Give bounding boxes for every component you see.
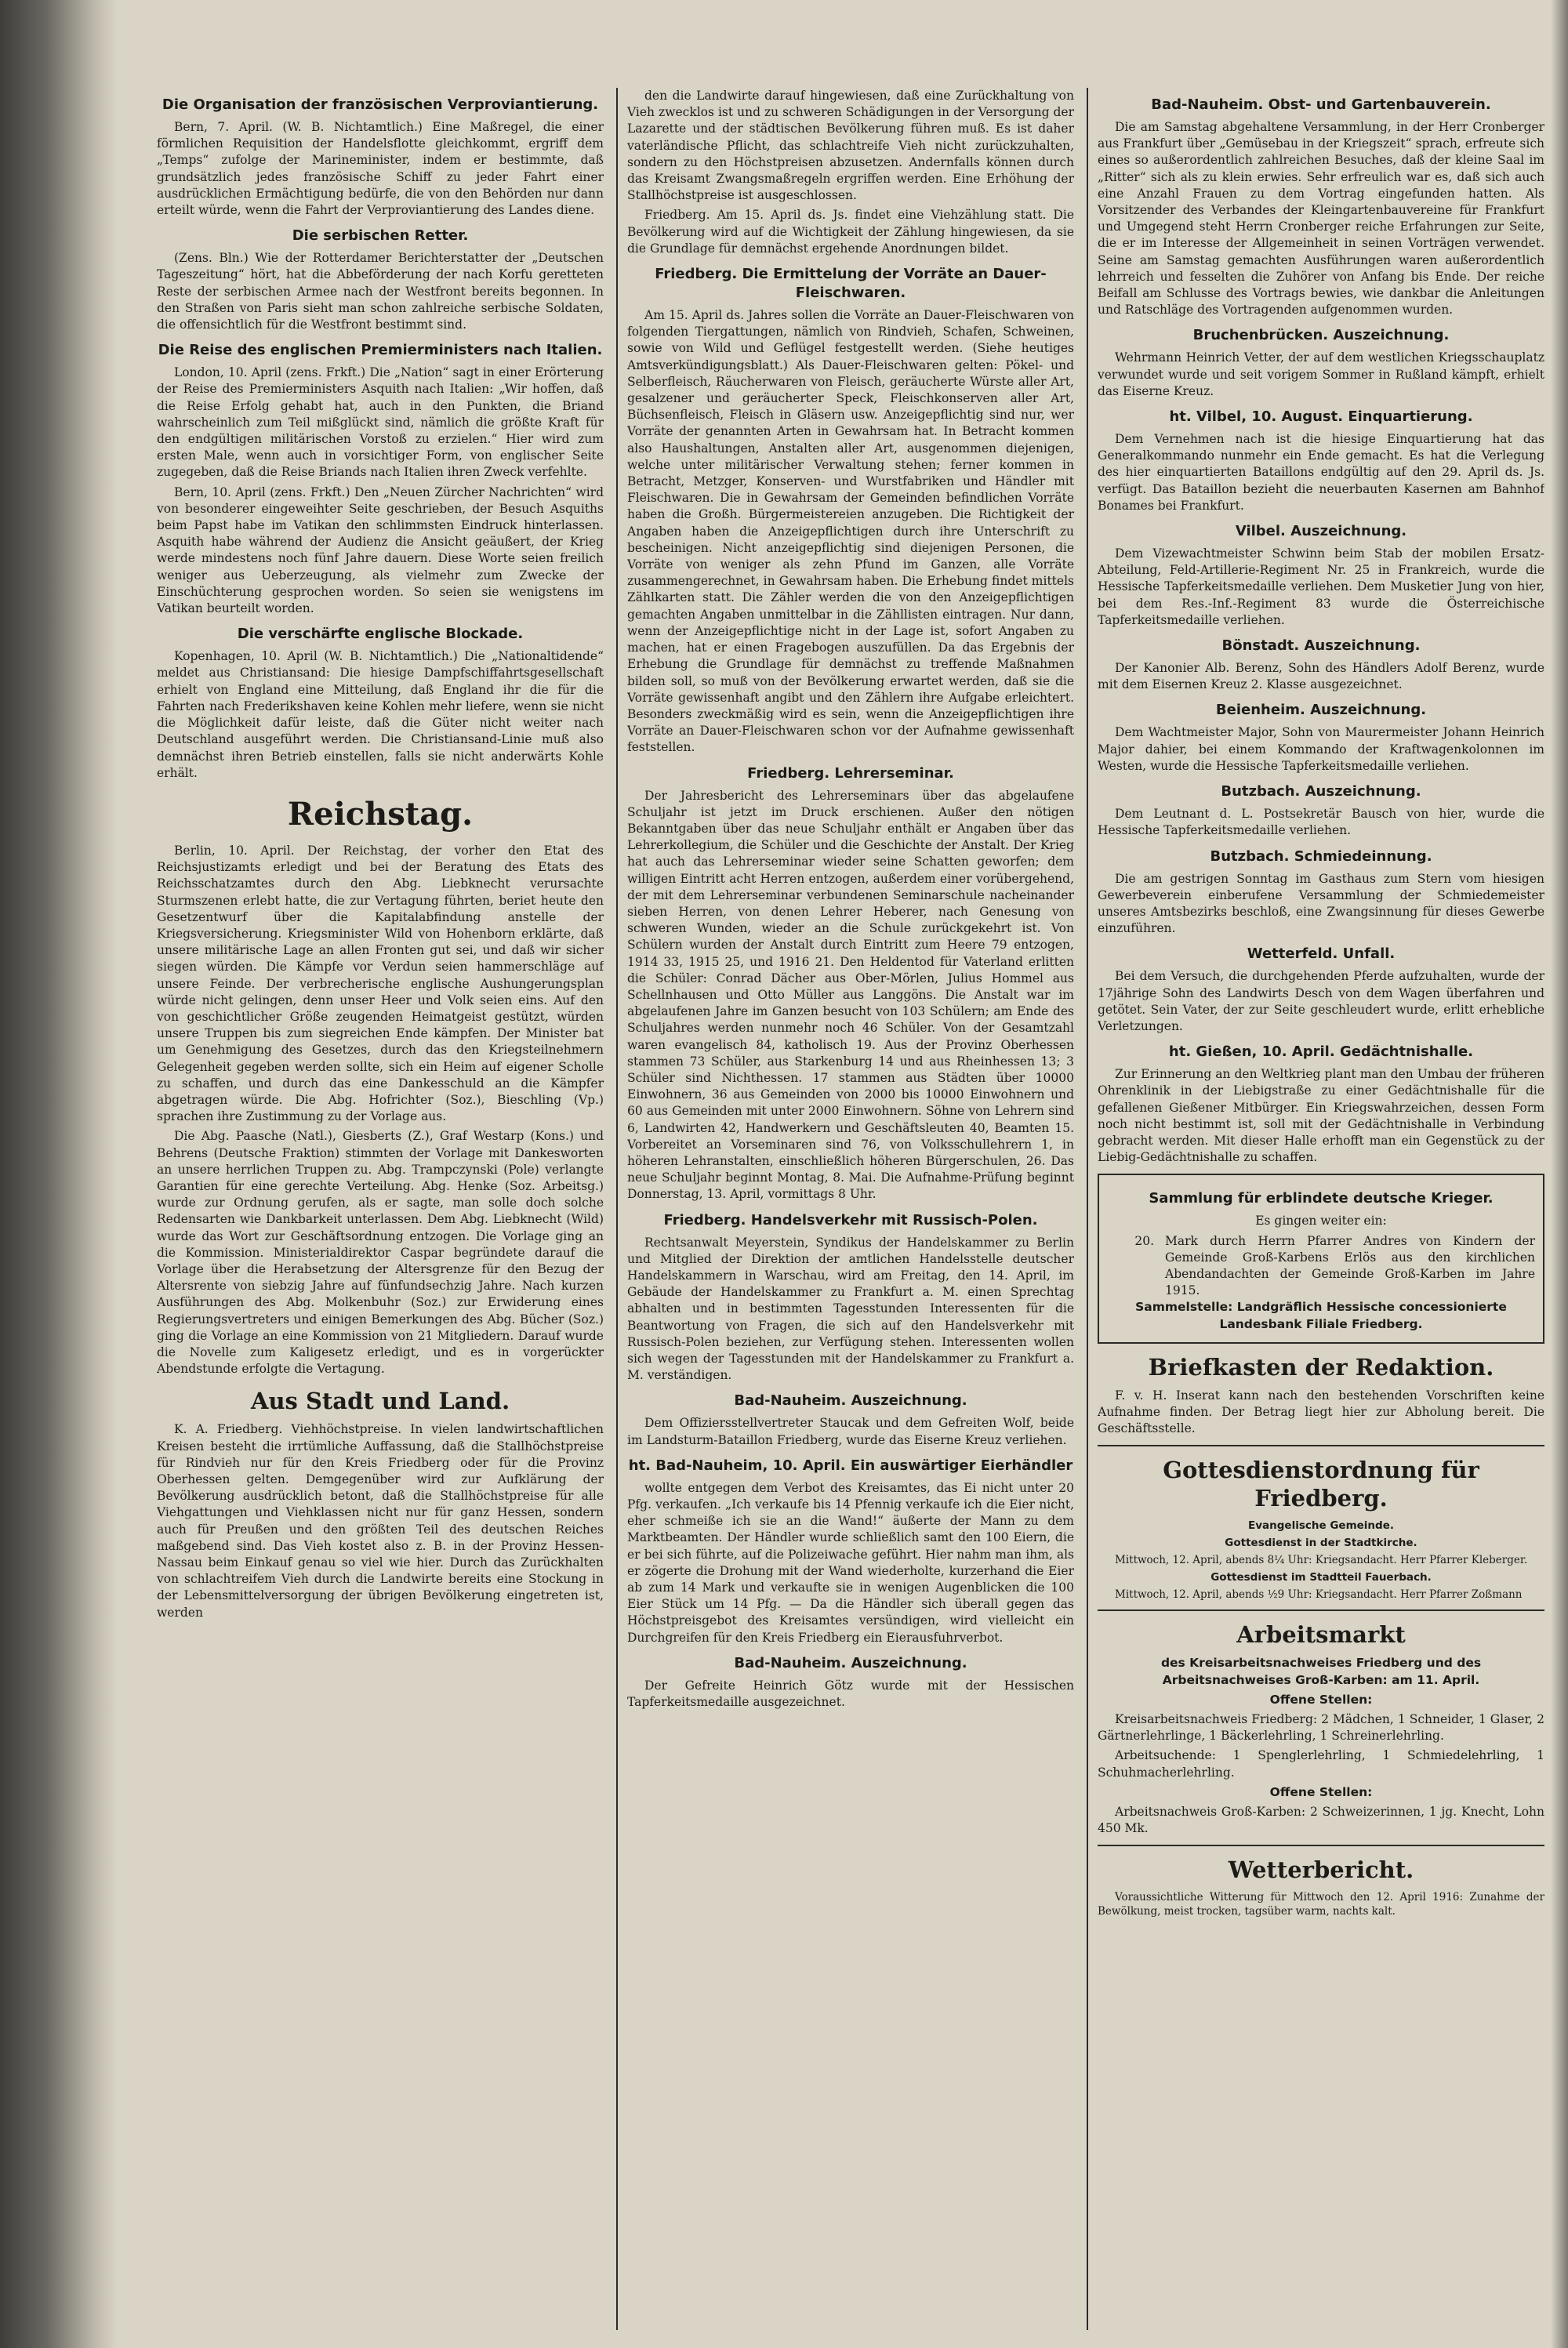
article-text: K. A. Friedberg. Viehhöchstpreise. In vielen landwirtschaftlichen Kreisen besteht die irrtümliche Auffassung, daß die Stallhöchstpreise für Rindvieh nur für den Kreis Friedberg oder für die Provinz Oberhessen gelten. Demgegenüber wird zur Aufklärung der Bevölkerung ausdrücklich betont, daß die Stallhöchstpreise für alle Viehgattungen und Viehklassen nicht nur für ganz Hessen, sondern auch für Preußen und den größten Teil des deutschen Reiches maßgebend sind. Das Vieh kostet also z. B. in der Provinz Hessen-Nassau beim Einkauf genau so viel wie hier. Durch das Zurückhalten von schlachtreifem Vieh durch die Landwirte bereits eine Stockung in der Lebensmittelversorgung der übrigen Bevölkerung eingetreten ist, werden — [157, 1422, 604, 1620]
job-openings-heading: Offene Stellen: — [1269, 1784, 1373, 1799]
column-right — [1098, 88, 1544, 2330]
article-heading: Bönstadt. Auszeichnung. — [1221, 637, 1421, 655]
article-heading: Beienheim. Auszeichnung. — [1215, 702, 1427, 719]
article-text: Friedberg. Am 15. April ds. Js. findet eine Viehzählung statt. Die Bevölkerung wird auf die Wichtigkeit der Zählung hingewiesen, da sie die Grundlage für demnächst ergehende Anordnungen bildet. — [627, 208, 1074, 256]
column-left — [157, 88, 604, 2330]
article-text: Am 15. April ds. Jahres sollen die Vorräte an Dauer-Fleischwaren von folgenden Tiergattungen, nämlich von Rindvieh, Schafen, Schweinen, sowie von Wild und Geflügel festgestellt werden. (Siehe heutiges Amtsverkündigungsblatt.) Als Dauer-Fleischwaren gelten: Pökel- und Selberfleisch, Räucherwaren von Fleisch, geräucherte Würste aller Art, gesalzener und geräucherter Speck, Fleischkonserven aller Art, Büchsenfleisch, Fleisch in Gläsern usw. Anzeigepflichtig sind nur, wer Vorräte der genannten Arten in Gewahrsam hat. In Betracht kommen also Haushaltungen, Anstalten aller Art, ausgenommen diejenigen, welche unter militärischer Verwaltung stehen; ferner kommen in Betracht, Metzger, Konserven- und Wurstfabriken und Händler mit Fleischwaren. Die in Gewahrsam der Gemeinden befindlichen Vorräte haben die Großh. Bürgermeistereien anzugeben. Die Richtigkeit der Angaben haben die Anzeigepflichtigen durch ihre Unterschrift zu bescheinigen. Nicht anzeigepflichtig sind diejenigen Personen, die Vorräte von weniger als zehn Pfund im Ganzen, alle Vorräte zusammengerechnet, in Gewahrsam haben. Die Erhebung findet mittels Zählkarten statt. Die Zähler werden die von den Anzeigepflichtigen gemachten Angaben unmittelbar in die Zähllisten eintragen. Nur dann, wenn der Anzeigepflichtige nicht in der Lage ist, sofort Angaben zu machen, hat er einen Fragebogen auszufüllen. Da das Ergebnis der Erhebung die Grundlage für demnächst zu treffende Maßnahmen bilden soll, so muß von der Bevölkerung erwartet werden, daß sie die Vorräte gewissenhaft angibt und den Zählern ihre Aufgabe erleichtert. Besonders zweckmäßig wird es sein, wenn die Anzeigepflichtigen ihre Vorräte an Dauer-Fleischwaren schon vor der Aufnahme gewissenhaft feststellen. — [627, 308, 1074, 755]
article-heading: Die Organisation der französischen Verproviantierung. — [162, 96, 599, 113]
article-heading: ht. Gießen, 10. April. Gedächtnishalle. — [1168, 1043, 1474, 1061]
article-heading: Friedberg. Lehrerseminar. — [747, 764, 954, 782]
article-heading: Die serbischen Retter. — [292, 227, 469, 245]
job-market-subtitle: des Kreisarbeitsnachweises Friedberg und des Arbeitsnachweises Groß-Karben: am 11. April. — [1160, 1656, 1482, 1687]
article-text: Rechtsanwalt Meyerstein, Syndikus der Handelskammer zu Berlin und Mitglied der Direktion der amtlichen Handelsstelle deutscher Handelskammern in Warschau, wird am Freitag, den 14. April, im Gebäude der Handelskammer zu Frankfurt a. M. einen Sprechtag abhalten und in bestimmten Tagesstunden Interessenten für die Beantwortung von Fragen, die sich auf den Handelsverkehr mit Russisch-Polen beziehen, zur Verfügung stehen. Interessenten wollen sich wegen der Tagesstunden mit der Handelskammer zu Frankfurt a. M. verständigen. — [627, 1235, 1074, 1383]
article-text: London, 10. April (zens. Frkft.) Die „Nation“ sagt in einer Erörterung der Reise des Premierministers Asquith nach Italien: „Wir hoffen, daß die Reise Erfolg gehabt hat, auch in den Punkten, die Briand wahrscheinlich zum Teil mißglückt sind, nämlich die größte Kraft für den endgültigen militärischen Vorstoß zu erzielen.“ Hier wird zum ersten Male, wenn auch in vorsichtiger Form, von englischer Seite zugegeben, daß die Reise Briands nach Italien ihren Zweck verfehlte. — [157, 365, 604, 480]
section-title-reichstag: Reichstag. — [287, 795, 474, 833]
job-entry: Kreisarbeitsnachweis Friedberg: 2 Mädchen, 1 Schneider, 1 Glaser, 2 Gärtnerlehrlinge, 1 Bäckerlehrling, 1 Schreinerlehrling. — [1098, 1711, 1544, 1744]
divider — [1098, 1845, 1544, 1846]
article-text: Bei dem Versuch, die durchgehenden Pferde aufzuhalten, wurde der 17jährige Sohn des Landwirts Desch von dem Wagen überfahren und getötet. Sein Vater, der zur Seite geschleudert wurde, erlitt erhebliche Verletzungen. — [1098, 969, 1544, 1033]
article-heading: Vilbel. Auszeichnung. — [1235, 523, 1407, 540]
service-entry: Mittwoch, 12. April, abends 8¼ Uhr: Kriegsandacht. Herr Pfarrer Kleberger. — [1115, 1554, 1528, 1567]
article-heading: Friedberg. Handelsverkehr mit Russisch-Polen. — [663, 1211, 1038, 1228]
article-text: (Zens. Bln.) Wie der Rotterdamer Berichterstatter der „Deutschen Tageszeitung“ hört, hat die Abbeförderung der nach Korfu geretteten Reste der serbischen Armee nach der Westfront bereits begonnen. In den Straßen von Paris sieht man schon zahlreiche serbische Soldaten, die offensichtlich für die Westfront bestimmt sind. — [157, 251, 604, 332]
service-subheading: Evangelische Gemeinde. — [1248, 1519, 1394, 1533]
service-subheading: Gottesdienst in der Stadtkirche. — [1225, 1537, 1417, 1550]
article-text: Die Abg. Paasche (Natl.), Giesberts (Z.), Graf Westarp (Kons.) und Behrens (Deutsche Fraktion) stimmten der Vorlage mit Dankesworten an unsere herrlichen Truppen zu. Abg. Trampczynski (Pole) verlangte Garantien für eine gerechte Verteilung. Abg. Henke (Soz. Arbeitsg.) wurde zur Ordnung gerufen, als er sagte, man solle doch solche Redensarten wie Dankbarkeit unterlassen. Dem Abg. Liebknecht (Wild) wurde das Wort zur Geschäftsordnung entzogen. Die Vorlage ging an die Kommission. Ministerialdirektor Caspar begründete darauf die Vorlage über die Herabsetzung der Altersgrenze für den Bezug der Altersrente von siebzig Jahre auf fünfundsechzig Jahre. Nach kurzen Ausführungen des Abg. Molkenbuhr (Soz.) zur Erwiderung eines Regierungsvertreters und einigen Bemerkungen des Abg. Bücher (Soz.) ging die Vorlage an eine Kommission von 21 Mitgliedern. Darauf wurde die Novelle zum Kaligesetz erledigt, und es in vorgerückter Abendstunde erfolgte die Vertagung. — [157, 1129, 604, 1377]
donation-box — [1098, 1174, 1544, 1343]
service-entry: Mittwoch, 12. April, abends ½9 Uhr: Kriegsandacht. Herr Pfarrer Zoßmann — [1115, 1588, 1523, 1602]
article-heading: Die Reise des englischen Premierministers nach Italien. — [158, 342, 603, 359]
donation-entry — [1107, 1233, 1535, 1300]
article-text: Berlin, 10. April. Der Reichstag, der vorher den Etat des Reichsjustizamts erledigt und bei der Beratung des Etats des Reichsschatzamtes durch den Abg. Liebknecht verursachte Sturmszenen erlebt hatte, die zur Vertagung führten, beriet heute den Gesetzentwurf über die Kapitalabfindung anstelle der Kriegsversicherung. Kriegsminister Wild von Hohenborn erklärte, daß unsere militärische Lage an allen Fronten gut sei, und daß wir sicher siegen würden. Die Kämpfe vor Verdun seien hammerschläge auf unsere Feinde. Der verbrecherische englische Aushungerungsplan würde nicht gelingen, denn unser Heer und Volk seien eins. Auf den von geschichtlicher Größe zeugenden Heimatgeist gestützt, würden unsere Truppen bis zum siegreichen Ende kämpfen. Der Minister bat um Genehmigung des Gesetzes, durch das den Kriegsteilnehmern Gelegenheit gegeben werden sollte, sich ein Heim auf eigener Scholle zu schaffen, und durch das eine Dankesschuld an die Kämpfer abgetragen würde. Die Abg. Hofrichter (Soz.), Bieschling (Vp.) sprachen ihre Zustimmung zu der Vorlage aus. — [157, 843, 604, 1124]
article-heading: Die verschärfte englische Blockade. — [237, 626, 524, 643]
article-heading: Bruchenbrücken. Auszeichnung. — [1192, 327, 1450, 344]
column-middle — [627, 88, 1074, 2330]
column-rule — [616, 88, 618, 2330]
article-text: Der Kanonier Alb. Berenz, Sohn des Händlers Adolf Berenz, wurde mit dem Eisernen Kreuz 2. Klasse ausgezeichnet. — [1098, 661, 1544, 692]
article-heading: ht. Vilbel, 10. August. Einquartierung. — [1169, 408, 1473, 426]
article-text: Bern, 10. April (zens. Frkft.) Den „Neuen Zürcher Nachrichten“ wird von besonderer eingeweihter Seite geschrieben, der Besuch Asquiths beim Papst habe im Vatikan den schlimmsten Eindruck hinterlassen. Asquith habe während der Audienz die Ansicht geäußert, der Krieg werde mindestens noch fünf Jahre dauern. Diese Worte seien freilich weniger aus Ueberzeugung, als vielmehr zum Zwecke der Einschüchterung gesprochen worden. So seien sie wenigstens im Vatikan beurteilt worden. — [157, 484, 604, 616]
donation-intro: Es gingen weiter ein: — [1255, 1214, 1387, 1228]
job-market-title: Arbeitsmarkt — [1236, 1621, 1406, 1649]
article-heading: Bad-Nauheim. Obst- und Gartenbauverein. — [1151, 96, 1491, 113]
donation-title: Sammlung für erblindete deutsche Krieger. — [1149, 1190, 1494, 1207]
donation-collection-point: Sammelstelle: Landgräflich Hessische concessionierte Landesbank Filiale Friedberg. — [1135, 1300, 1507, 1331]
weather-title: Wetterbericht. — [1228, 1856, 1414, 1884]
article-text: Dem Offiziersstellvertreter Staucak und dem Gefreiten Wolf, beide im Landsturm-Bataillon Friedberg, wurde das Eiserne Kreuz verliehen. — [627, 1416, 1074, 1447]
page-edge-shadow — [1551, 0, 1568, 2348]
article-text: Dem Leutnant d. L. Postsekretär Bausch von hier, wurde die Hessische Tapferkeitsmedaille verliehen. — [1098, 807, 1544, 838]
service-subheading: Gottesdienst im Stadtteil Fauerbach. — [1210, 1571, 1432, 1584]
article-text: Die am Samstag abgehaltene Versammlung, in der Herr Cronberger aus Frankfurt über „Gemüsebau in der Kriegszeit“ sprach, erfreute sich eines so außerordentlich zahlreichen Besuches, daß der kleine Saal im „Ritter“ sich als zu klein erwies. Sehr erfreulich war es, daß sich auch eine Anzahl Frauen zu dem Vortrag eingefunden hatten. Als Vorsitzender des Verbandes der Kleingartenbauvereine für Frankfurt und Umgegend steht Herrn Cronberger reiche Erfahrungen zur Seite, die er im Interesse der Allgemeinheit in seinen Vorträgen verwendet. Seine am Samstag gemachten Ausführungen waren außerordentlich lehrreich und fesselten die Zuhörer von Anfang bis Ende. Der reiche Beifall am Schlusse des Vortrags bewies, wie dankbar die Anleitungen und Ratschläge des Vortragenden aufgenommen wurden. — [1098, 120, 1544, 318]
page-fold-shadow — [0, 0, 118, 2348]
divider — [1098, 1609, 1544, 1611]
donation-amount: 20. — [1134, 1233, 1154, 1248]
column-rule — [1087, 88, 1088, 2330]
service-schedule-title: Gottesdienstordnung für Friedberg. — [1163, 1457, 1479, 1512]
article-text: Der Gefreite Heinrich Götz wurde mit der Hessischen Tapferkeitsmedaille ausgezeichnet. — [627, 1678, 1074, 1710]
article-heading: Bad-Nauheim. Auszeichnung. — [734, 1654, 967, 1671]
article-text: Zur Erinnerung an den Weltkrieg plant man den Umbau der früheren Ohrenklinik in der Liebigstraße zu einer Gedächtnishalle für die gefallenen Gießener Mitbürger. Ein Kriegswahrzeichen, dessen Form noch nicht bestimmt ist, soll mit der Gedächtnishalle in Verbindung gebracht werden. Mit dieser Halle erhofft man ein Gegenstück zu der Liebig-Gedächtnishalle zu schaffen. — [1098, 1067, 1544, 1165]
article-heading: Butzbach. Schmiedeinnung. — [1210, 847, 1432, 865]
article-text: Dem Vizewachtmeister Schwinn beim Stab der mobilen Ersatz-Abteilung, Feld-Artillerie-Regiment Nr. 25 in Frankreich, wurde die Hessische Tapferkeitsmedaille verliehen. Dem Musketier Jung von hier, bei dem Res.-Inf.-Regiment 83 wurde die Österreichische Tapferkeitsmedaille verliehen. — [1098, 546, 1544, 627]
article-text: Der Jahresbericht des Lehrerseminars über das abgelaufene Schuljahr ist jetzt im Druck erschienen. Außer den nötigen Bekanntgaben über das neue Schuljahr enthält er Angaben über das Lehrerkollegium, die Schüler und die Geschichte der Anstalt. Der Krieg hat auch das Lehrerseminar wieder seine Schatten geworfen; dem willigen Eintritt acht Herren entzogen, außerdem einer vorübergehend, der mit dem Lehrerseminar verbundenen Seminarschule nacheinander sieben Herren, von denen Lehrer Heberer, nach Genesung von schweren Wunden, wieder an die Schule zurückgekehrt ist. Von Schülern wurden der Anstalt durch Eintritt zum Heere 79 entzogen, 1914 33, 1915 25, und 1916 21. Den Heldentod für Vaterland erlitten die Schüler: Conrad Dächer aus Ober-Mörlen, Julius Hommel aus Schellnhausen und Otto Müller aus Langgöns. Die Anstalt war im abgelaufenen Jahre im Ganzen besucht von 103 Schülern; am Ende des Schuljahres werden nunmehr noch 46 Schüler. Von der Gesamtzahl waren evangelisch 84, katholisch 19. Aus der Provinz Oberhessen stammen 73 Schüler, aus Starkenburg 14 und aus Rheinhessen 13; 3 Schüler sind Nichthessen. 17 stammen aus Städten über 10000 Einwohnern, 36 aus Gemeinden von 2000 bis 10000 Einwohnern und 60 aus Gemeinden mit unter 2000 Einwohnern. Söhne von Lehrern sind 6, Landwirten 42, Handwerkern und Geschäftsleuten 40, Beamten 15. Vorbereitet an Vorseminaren sind 76, von Volksschullehrern 1, in höheren Lehranstalten, einschließlich höheren Bürgerschulen, 26. Das neue Schuljahr beginnt Montag, 8. Mai. Die Aufnahme-Prüfung beginnt Donnerstag, 13. April, vormittags 8 Uhr. — [627, 788, 1074, 1202]
section-title-local: Aus Stadt und Land. — [250, 1388, 510, 1415]
donation-text: Mark durch Herrn Pfarrer Andres von Kindern der Gemeinde Groß-Karbens Erlös aus den kirchlichen Abendandachten der Gemeinde Groß-Karben im Jahre 1915. — [1165, 1233, 1535, 1298]
article-text: den die Landwirte darauf hingewiesen, daß eine Zurückhaltung von Vieh zwecklos ist und zu schweren Schädigungen in der Versorgung der Lazarette und der städtischen Bevölkerung führen muß. Es ist daher vaterländische Pflicht, das schlachtreife Vieh nicht zurückzuhalten, sondern zu den Höchstpreisen abzusetzen. Andernfalls können durch das Kreisamt Zwangsmaßregeln ergriffen werden. Eine Erhöhung der Stallhöchstpreise ist ausgeschlossen. — [627, 89, 1074, 203]
article-text: Die am gestrigen Sonntag im Gasthaus zum Stern vom hiesigen Gewerbeverein einberufene Versammlung der Schmiedemeister unseres Amtsbezirks beschloß, eine Zwangsinnung für dieses Gewerbe einzuführen. — [1098, 871, 1544, 936]
article-text: Dem Vernehmen nach ist die hiesige Einquartierung hat das Generalkommando nunmehr ein Ende gemacht. Es hat die Verlegung des hier einquartierten Bataillons endgültig auf den 29. April ds. Js. verfügt. Das Bataillon bezieht die neuerbauten Kasernen am Bahnhof Bonames bei Frankfurt. — [1098, 432, 1544, 513]
article-heading: Bad-Nauheim. Auszeichnung. — [734, 1392, 967, 1410]
divider — [1098, 1445, 1544, 1446]
article-heading: ht. Bad-Nauheim, 10. April. Ein auswärtiger Eierhändler — [628, 1457, 1073, 1474]
article-heading: Butzbach. Auszeichnung. — [1221, 783, 1421, 800]
article-text: Bern, 7. April. (W. B. Nichtamtlich.) Eine Maßregel, die einer förmlichen Requisition der Handelsflotte gleichkommt, ergriff dem „Temps“ zufolge der Marineminister, indem er bestimmte, daß grundsätzlich jedes französische Schiff zu jeder Fahrt einer ausdrücklichen Ermächtigung bedürfe, die von den Behörden nur dann erteilt würde, wenn die Fahrt der Verproviantierung des Landes diene. — [157, 120, 604, 218]
job-openings-heading: Offene Stellen: — [1269, 1692, 1373, 1707]
job-entry: Arbeitsnachweis Groß-Karben: 2 Schweizerinnen, 1 jg. Knecht, Lohn 450 Mk. — [1098, 1805, 1544, 1836]
job-entry: Arbeitsuchende: 1 Spenglerlehrling, 1 Schmiedelehrling, 1 Schuhmacherlehrling. — [1098, 1748, 1544, 1780]
article-text: Kopenhagen, 10. April (W. B. Nichtamtlich.) Die „Nationaltidende“ meldet aus Christiansand: Die hiesige Dampfschiffahrtsgesellschaft erhielt von England eine Mitteilung, daß England ihr die für die Fahrten nach Frederikshaven keine Kohlen mehr liefere, wenn sie nicht die Möglichkeit dafür leiste, daß die Güter nicht weiter nach Deutschland ausgeführt werden. Die Christiansand-Linie muß also demnächst ihren Betrieb einstellen, falls sie nicht anderwärts Kohle erhält. — [157, 649, 604, 780]
letterbox-text: F. v. H. Inserat kann nach den bestehenden Vorschriften keine Aufnahme finden. Der Betrag liegt hier zur Abholung bereit. Die Geschäftsstelle. — [1098, 1388, 1544, 1436]
article-text: wollte entgegen dem Verbot des Kreisamtes, das Ei nicht unter 20 Pfg. verkaufen. „Ich verkaufe bis 14 Pfennig verkaufe ich die Eier nicht, eher schmeiße ich sie an die Wand!“ äußerte der Mann zu dem Marktbeamten. Der Händler wurde schließlich samt den 100 Eiern, die er bei sich führte, auf die Polizeiwache geführt. Hier nahm man ihm, als er zögerte die Drohung mit der Wand wiederholte, kurzerhand die Eier ab zum 14 Mark und verkaufte sie in wenigen Augenblicken die 100 Eier Stück um 14 Pfg. — Da die Händler sich überall gegen das Höchstpreisgebot des Kreisamtes versündigen, wird vielleicht ein Durchgreifen für den Kreis Friedberg ein Eierausfuhrverbot. — [627, 1480, 1074, 1645]
article-text: Dem Wachtmeister Major, Sohn von Maurermeister Johann Heinrich Major dahier, bei einem Kommando der Kraftwagenkolonnen im Westen, wurde die Hessische Tapferkeitsmedaille verliehen. — [1098, 725, 1544, 773]
letterbox-title: Briefkasten der Redaktion. — [1148, 1353, 1494, 1381]
article-text: Wehrmann Heinrich Vetter, der auf dem westlichen Kriegsschauplatz verwundet wurde und seit vorigem Sommer in Rußland kämpft, erhielt das Eiserne Kreuz. — [1098, 350, 1544, 398]
article-heading: Wetterfeld. Unfall. — [1247, 945, 1396, 963]
article-heading: Friedberg. Die Ermittelung der Vorräte an Dauer-Fleischwaren. — [655, 266, 1047, 302]
weather-text: Voraussichtliche Witterung für Mittwoch den 12. April 1916: Zunahme der Bewölkung, meist trocken, tagsüber warm, nachts kalt. — [1098, 1891, 1544, 1918]
